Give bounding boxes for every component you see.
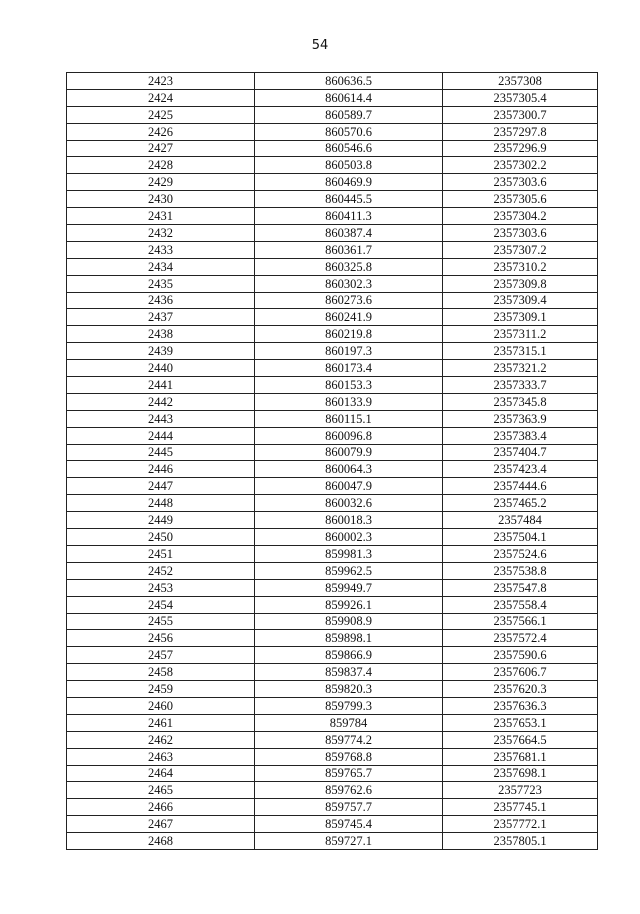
x-coordinate-cell: 859981.3 <box>255 545 443 562</box>
x-coordinate-cell: 860570.6 <box>255 123 443 140</box>
point-number-cell: 2441 <box>67 377 255 394</box>
x-coordinate-cell: 860589.7 <box>255 106 443 123</box>
y-coordinate-cell: 2357309.4 <box>443 292 598 309</box>
point-number-cell: 2459 <box>67 681 255 698</box>
table-row <box>67 630 598 647</box>
table-row <box>67 731 598 748</box>
x-coordinate-cell: 859774.2 <box>255 731 443 748</box>
y-coordinate-cell: 2357653.1 <box>443 714 598 731</box>
x-coordinate-cell: 860197.3 <box>255 343 443 360</box>
table-row <box>67 309 598 326</box>
table-row <box>67 647 598 664</box>
point-number-cell: 2450 <box>67 529 255 546</box>
x-coordinate-cell: 860002.3 <box>255 529 443 546</box>
y-coordinate-cell: 2357404.7 <box>443 444 598 461</box>
x-coordinate-cell: 860219.8 <box>255 326 443 343</box>
point-number-cell: 2447 <box>67 478 255 495</box>
point-number-cell: 2432 <box>67 225 255 242</box>
table-row <box>67 208 598 225</box>
x-coordinate-cell: 860153.3 <box>255 377 443 394</box>
point-number-cell: 2440 <box>67 360 255 377</box>
point-number-cell: 2423 <box>67 73 255 90</box>
point-number-cell: 2451 <box>67 545 255 562</box>
table-row <box>67 529 598 546</box>
x-coordinate-cell: 860018.3 <box>255 512 443 529</box>
point-number-cell: 2438 <box>67 326 255 343</box>
table-row <box>67 461 598 478</box>
y-coordinate-cell: 2357303.6 <box>443 225 598 242</box>
table-row <box>67 410 598 427</box>
x-coordinate-cell: 860302.3 <box>255 275 443 292</box>
point-number-cell: 2449 <box>67 512 255 529</box>
x-coordinate-cell: 859837.4 <box>255 664 443 681</box>
table-row <box>67 377 598 394</box>
point-number-cell: 2424 <box>67 89 255 106</box>
table-row <box>67 545 598 562</box>
coordinates-table <box>66 72 598 850</box>
point-number-cell: 2425 <box>67 106 255 123</box>
table-row <box>67 393 598 410</box>
table-row <box>67 258 598 275</box>
y-coordinate-cell: 2357315.1 <box>443 343 598 360</box>
x-coordinate-cell: 860614.4 <box>255 89 443 106</box>
point-number-cell: 2434 <box>67 258 255 275</box>
y-coordinate-cell: 2357664.5 <box>443 731 598 748</box>
point-number-cell: 2463 <box>67 748 255 765</box>
table-row <box>67 275 598 292</box>
x-coordinate-cell: 860241.9 <box>255 309 443 326</box>
y-coordinate-cell: 2357524.6 <box>443 545 598 562</box>
point-number-cell: 2448 <box>67 495 255 512</box>
point-number-cell: 2464 <box>67 765 255 782</box>
table-row <box>67 833 598 850</box>
x-coordinate-cell: 860469.9 <box>255 174 443 191</box>
point-number-cell: 2462 <box>67 731 255 748</box>
table-row <box>67 816 598 833</box>
table-row <box>67 562 598 579</box>
x-coordinate-cell: 860387.4 <box>255 225 443 242</box>
y-coordinate-cell: 2357363.9 <box>443 410 598 427</box>
y-coordinate-cell: 2357309.8 <box>443 275 598 292</box>
point-number-cell: 2452 <box>67 562 255 579</box>
table-row <box>67 596 598 613</box>
y-coordinate-cell: 2357308 <box>443 73 598 90</box>
y-coordinate-cell: 2357304.2 <box>443 208 598 225</box>
table-row <box>67 799 598 816</box>
x-coordinate-cell: 859926.1 <box>255 596 443 613</box>
y-coordinate-cell: 2357305.6 <box>443 191 598 208</box>
y-coordinate-cell: 2357310.2 <box>443 258 598 275</box>
point-number-cell: 2467 <box>67 816 255 833</box>
y-coordinate-cell: 2357297.8 <box>443 123 598 140</box>
point-number-cell: 2427 <box>67 140 255 157</box>
x-coordinate-cell: 860173.4 <box>255 360 443 377</box>
table-row <box>67 613 598 630</box>
point-number-cell: 2465 <box>67 782 255 799</box>
point-number-cell: 2457 <box>67 647 255 664</box>
y-coordinate-cell: 2357321.2 <box>443 360 598 377</box>
point-number-cell: 2461 <box>67 714 255 731</box>
x-coordinate-cell: 859898.1 <box>255 630 443 647</box>
x-coordinate-cell: 860411.3 <box>255 208 443 225</box>
y-coordinate-cell: 2357772.1 <box>443 816 598 833</box>
x-coordinate-cell: 859820.3 <box>255 681 443 698</box>
x-coordinate-cell: 860546.6 <box>255 140 443 157</box>
point-number-cell: 2466 <box>67 799 255 816</box>
x-coordinate-cell: 859784 <box>255 714 443 731</box>
table-row <box>67 360 598 377</box>
table-row <box>67 512 598 529</box>
table-row <box>67 106 598 123</box>
table-row <box>67 326 598 343</box>
point-number-cell: 2431 <box>67 208 255 225</box>
x-coordinate-cell: 860361.7 <box>255 241 443 258</box>
y-coordinate-cell: 2357606.7 <box>443 664 598 681</box>
x-coordinate-cell: 859799.3 <box>255 697 443 714</box>
table-row <box>67 714 598 731</box>
x-coordinate-cell: 860636.5 <box>255 73 443 90</box>
point-number-cell: 2437 <box>67 309 255 326</box>
point-number-cell: 2444 <box>67 427 255 444</box>
table-row <box>67 343 598 360</box>
y-coordinate-cell: 2357311.2 <box>443 326 598 343</box>
point-number-cell: 2426 <box>67 123 255 140</box>
page-number: 54 <box>311 38 329 53</box>
point-number-cell: 2433 <box>67 241 255 258</box>
x-coordinate-cell: 860273.6 <box>255 292 443 309</box>
x-coordinate-cell: 859962.5 <box>255 562 443 579</box>
x-coordinate-cell: 860064.3 <box>255 461 443 478</box>
x-coordinate-cell: 859949.7 <box>255 579 443 596</box>
x-coordinate-cell: 860096.8 <box>255 427 443 444</box>
x-coordinate-cell: 860325.8 <box>255 258 443 275</box>
y-coordinate-cell: 2357636.3 <box>443 697 598 714</box>
x-coordinate-cell: 860032.6 <box>255 495 443 512</box>
point-number-cell: 2445 <box>67 444 255 461</box>
x-coordinate-cell: 859745.4 <box>255 816 443 833</box>
table-row <box>67 140 598 157</box>
table-row <box>67 157 598 174</box>
x-coordinate-cell: 859866.9 <box>255 647 443 664</box>
y-coordinate-cell: 2357303.6 <box>443 174 598 191</box>
table-row <box>67 444 598 461</box>
point-number-cell: 2429 <box>67 174 255 191</box>
y-coordinate-cell: 2357345.8 <box>443 393 598 410</box>
table-row <box>67 123 598 140</box>
table-row <box>67 478 598 495</box>
y-coordinate-cell: 2357444.6 <box>443 478 598 495</box>
point-number-cell: 2460 <box>67 697 255 714</box>
table-row <box>67 765 598 782</box>
table-row <box>67 579 598 596</box>
point-number-cell: 2435 <box>67 275 255 292</box>
table-row <box>67 174 598 191</box>
point-number-cell: 2436 <box>67 292 255 309</box>
x-coordinate-cell: 860115.1 <box>255 410 443 427</box>
point-number-cell: 2443 <box>67 410 255 427</box>
y-coordinate-cell: 2357590.6 <box>443 647 598 664</box>
y-coordinate-cell: 2357620.3 <box>443 681 598 698</box>
table-row <box>67 427 598 444</box>
point-number-cell: 2446 <box>67 461 255 478</box>
point-number-cell: 2456 <box>67 630 255 647</box>
point-number-cell: 2455 <box>67 613 255 630</box>
x-coordinate-cell: 859768.8 <box>255 748 443 765</box>
table-row <box>67 89 598 106</box>
table-row <box>67 225 598 242</box>
y-coordinate-cell: 2357300.7 <box>443 106 598 123</box>
y-coordinate-cell: 2357423.4 <box>443 461 598 478</box>
table-row <box>67 782 598 799</box>
x-coordinate-cell: 860079.9 <box>255 444 443 461</box>
point-number-cell: 2428 <box>67 157 255 174</box>
y-coordinate-cell: 2357305.4 <box>443 89 598 106</box>
x-coordinate-cell: 860133.9 <box>255 393 443 410</box>
y-coordinate-cell: 2357307.2 <box>443 241 598 258</box>
y-coordinate-cell: 2357566.1 <box>443 613 598 630</box>
point-number-cell: 2453 <box>67 579 255 596</box>
x-coordinate-cell: 859908.9 <box>255 613 443 630</box>
table-row <box>67 73 598 90</box>
point-number-cell: 2454 <box>67 596 255 613</box>
y-coordinate-cell: 2357333.7 <box>443 377 598 394</box>
y-coordinate-cell: 2357504.1 <box>443 529 598 546</box>
x-coordinate-cell: 859762.6 <box>255 782 443 799</box>
x-coordinate-cell: 859727.1 <box>255 833 443 850</box>
y-coordinate-cell: 2357309.1 <box>443 309 598 326</box>
point-number-cell: 2439 <box>67 343 255 360</box>
x-coordinate-cell: 859757.7 <box>255 799 443 816</box>
x-coordinate-cell: 860503.8 <box>255 157 443 174</box>
point-number-cell: 2458 <box>67 664 255 681</box>
table-row <box>67 292 598 309</box>
y-coordinate-cell: 2357723 <box>443 782 598 799</box>
x-coordinate-cell: 860445.5 <box>255 191 443 208</box>
x-coordinate-cell: 860047.9 <box>255 478 443 495</box>
table-row <box>67 697 598 714</box>
table-row <box>67 664 598 681</box>
y-coordinate-cell: 2357296.9 <box>443 140 598 157</box>
table-row <box>67 495 598 512</box>
table-row <box>67 748 598 765</box>
y-coordinate-cell: 2357698.1 <box>443 765 598 782</box>
table-row <box>67 681 598 698</box>
y-coordinate-cell: 2357805.1 <box>443 833 598 850</box>
y-coordinate-cell: 2357681.1 <box>443 748 598 765</box>
y-coordinate-cell: 2357302.2 <box>443 157 598 174</box>
point-number-cell: 2468 <box>67 833 255 850</box>
y-coordinate-cell: 2357547.8 <box>443 579 598 596</box>
y-coordinate-cell: 2357484 <box>443 512 598 529</box>
y-coordinate-cell: 2357745.1 <box>443 799 598 816</box>
point-number-cell: 2430 <box>67 191 255 208</box>
y-coordinate-cell: 2357538.8 <box>443 562 598 579</box>
y-coordinate-cell: 2357465.2 <box>443 495 598 512</box>
table-row <box>67 191 598 208</box>
y-coordinate-cell: 2357558.4 <box>443 596 598 613</box>
x-coordinate-cell: 859765.7 <box>255 765 443 782</box>
y-coordinate-cell: 2357572.4 <box>443 630 598 647</box>
coordinates-table-body <box>67 73 598 850</box>
point-number-cell: 2442 <box>67 393 255 410</box>
table-row <box>67 241 598 258</box>
y-coordinate-cell: 2357383.4 <box>443 427 598 444</box>
